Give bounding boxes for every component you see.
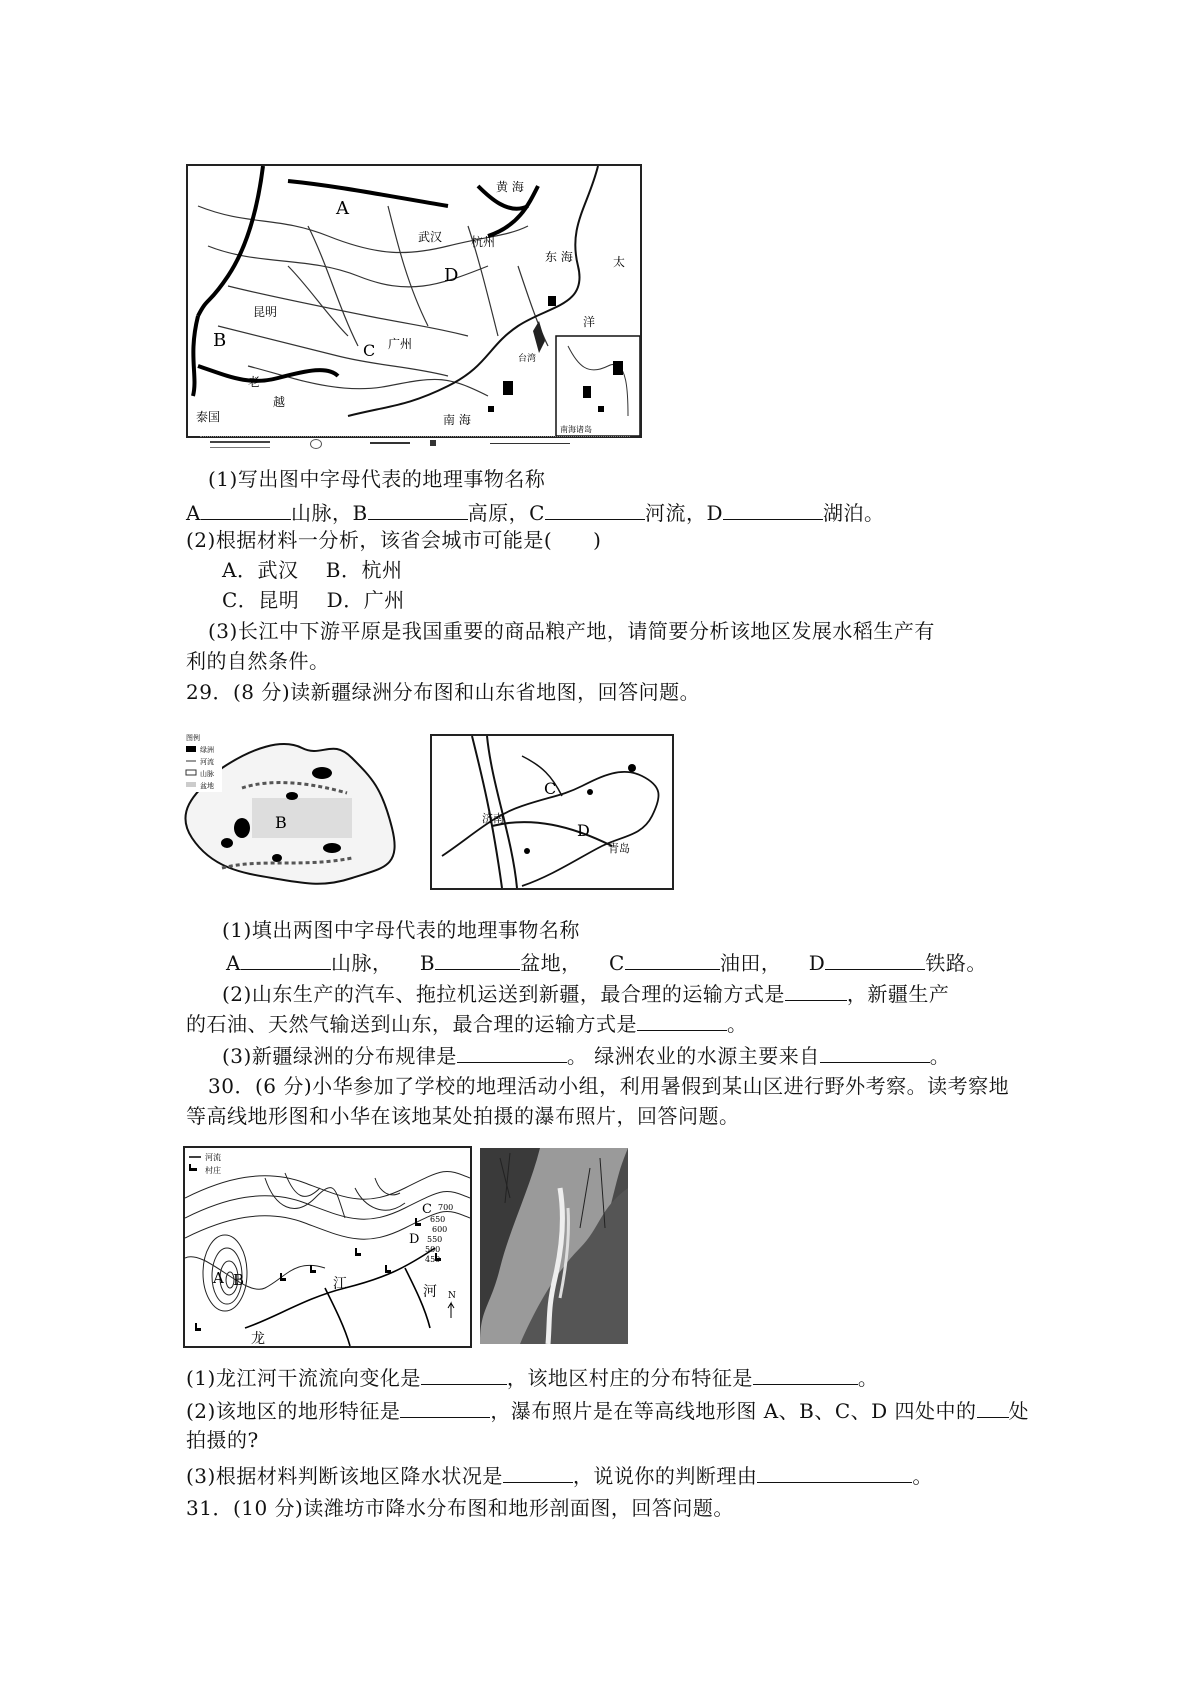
- map1-inset-label: 南海诸岛: [560, 425, 592, 434]
- map1-south-sea: 南 海: [443, 413, 471, 427]
- q28-p1: (1)写出图中字母代表的地理事物名称: [208, 467, 546, 491]
- xj-label-b: B: [275, 813, 287, 832]
- map1-yellow-sea: 黄 海: [496, 180, 524, 194]
- q29-blank-c[interactable]: [625, 947, 720, 970]
- map1-thailand: 泰国: [196, 410, 221, 424]
- contour-legend-village: 村庄: [205, 1166, 221, 1175]
- q30-p1: (1)龙江河干流流向变化是 ，该地区村庄的分布特征是 。: [186, 1362, 878, 1392]
- contour-elev-650: 650: [430, 1215, 446, 1224]
- q28-p1-answers: A 山脉，B 高原，C 河流，D 湖泊。: [186, 497, 885, 527]
- sd-city-qingdao: 青岛: [608, 842, 630, 855]
- q30-title-line1: 30．(6 分)小华参加了学校的地理活动小组，利用暑假到某山区进行野外考察。读考察地: [208, 1074, 1010, 1098]
- q29-blank-a[interactable]: [241, 947, 331, 970]
- q29-title: 29．(8 分)读新疆绿洲分布图和山东省地图，回答问题。: [186, 680, 701, 704]
- q28-options-ab: A．武汉 B．杭州: [222, 558, 403, 582]
- q30-blank-flow-direction[interactable]: [421, 1362, 507, 1385]
- contour-north: N: [448, 1291, 456, 1301]
- contour-elev-500: 500: [425, 1245, 441, 1254]
- contour-label-b: B: [233, 1271, 245, 1289]
- q30-title-line2: 等高线地形图和小华在该地某处拍摄的瀑布照片，回答问题。: [186, 1104, 740, 1128]
- q29-p2-line2: 的石油、天然气输送到山东，最合理的运输方式是 。: [186, 1008, 748, 1038]
- map1-label-b: B: [213, 330, 227, 351]
- waterfall-photo: [480, 1148, 628, 1344]
- sd-label-d: D: [577, 821, 590, 840]
- xj-legend-mountain: 山脉: [200, 770, 214, 778]
- q28-p3-line1: (3)长江中下游平原是我国重要的商品粮产地，请简要分析该地区发展水稻生产有: [208, 619, 935, 643]
- china-map-figure: [186, 164, 642, 438]
- q30-blank-precipitation[interactable]: [503, 1460, 573, 1483]
- xj-legend-river: 河流: [200, 758, 214, 766]
- map1-city-wuhan: 武汉: [418, 230, 443, 244]
- map1-ocean: 洋: [583, 315, 596, 329]
- contour-elev-600: 600: [432, 1225, 448, 1234]
- map1-label-c: C: [363, 341, 376, 360]
- sd-city-jinan: 济南: [482, 812, 504, 825]
- contour-elev-450: 450: [425, 1255, 441, 1264]
- xj-legend-basin: 盆地: [200, 782, 214, 790]
- q29-blank-transport1[interactable]: [785, 978, 847, 1001]
- q29-blank-d[interactable]: [825, 947, 925, 970]
- map1-vietnam: 越: [273, 395, 286, 409]
- contour-char-he: 河: [423, 1284, 437, 1300]
- map1-pacific: 太: [613, 255, 626, 269]
- q30-blank-terrain[interactable]: [400, 1395, 490, 1418]
- shandong-map-svg: [432, 736, 672, 888]
- xj-legend-oasis: 绿洲: [200, 746, 214, 754]
- contour-char-long: 龙: [251, 1331, 265, 1346]
- contour-map-svg: [185, 1148, 470, 1346]
- answer-blank-b[interactable]: [368, 497, 468, 520]
- q29-p1: (1)填出两图中字母代表的地理事物名称: [222, 918, 580, 942]
- waterfall-photo-svg: [480, 1148, 628, 1344]
- map1-east-sea: 东 海: [545, 250, 573, 264]
- q29-blank-transport2[interactable]: [637, 1008, 727, 1031]
- q29-p1-answers: A 山脉， B 盆地， C 油田， D 铁路。: [226, 947, 987, 977]
- contour-label-a: A: [213, 1269, 224, 1287]
- q28-p3-line2: 利的自然条件。: [186, 649, 330, 673]
- q30-blank-reason[interactable]: [757, 1460, 912, 1483]
- map1-city-guangzhou: 广州: [388, 337, 413, 351]
- map1-city-kunming: 昆明: [253, 305, 278, 319]
- q29-blank-water-source[interactable]: [820, 1040, 930, 1063]
- map1-taiwan: 台湾: [518, 354, 537, 364]
- q30-p3: (3)根据材料判断该地区降水状况是 ，说说你的判断理由 。: [186, 1460, 933, 1490]
- sd-label-c: C: [544, 779, 557, 798]
- q29-blank-b[interactable]: [435, 947, 520, 970]
- q30-blank-village-distribution[interactable]: [753, 1362, 858, 1385]
- answer-blank-a[interactable]: [201, 497, 291, 520]
- q31-title: 31．(10 分)读潍坊市降水分布图和地形剖面图，回答问题。: [186, 1496, 734, 1520]
- map1-laos: 老: [248, 375, 261, 389]
- contour-elev-700: 700: [438, 1203, 454, 1212]
- contour-legend-river: 河流: [205, 1153, 221, 1162]
- map1-city-hangzhou: 杭州: [471, 235, 496, 249]
- contour-label-c: C: [422, 1202, 432, 1217]
- q29-p2-line1: (2)山东生产的汽车、拖拉机运送到新疆，最合理的运输方式是 ，新疆生产: [222, 978, 949, 1008]
- contour-label-d: D: [409, 1232, 420, 1247]
- q28-p2: (2)根据材料一分析，该省会城市可能是( ): [186, 528, 602, 552]
- xj-legend-title: 图例: [186, 734, 200, 742]
- contour-char-jiang: 江: [333, 1276, 347, 1292]
- contour-map-figure: [183, 1146, 472, 1348]
- xinjiang-map-svg: [182, 728, 412, 890]
- q30-blank-photo-location[interactable]: [977, 1395, 1009, 1418]
- q30-p2-line2: 拍摄的?: [186, 1428, 259, 1452]
- answer-blank-d[interactable]: [723, 497, 823, 520]
- contour-elev-550: 550: [427, 1235, 443, 1244]
- map1-legend-strip: [200, 436, 630, 455]
- china-map-svg: [188, 166, 640, 438]
- xinjiang-map-figure: [182, 728, 412, 890]
- answer-blank-c[interactable]: [545, 497, 645, 520]
- q30-p2-line1: (2)该地区的地形特征是 ，瀑布照片是在等高线地形图 A、B、C、D 四处中的 处: [186, 1395, 1029, 1425]
- q29-blank-oasis-rule[interactable]: [457, 1040, 567, 1063]
- map1-label-a: A: [336, 198, 349, 219]
- q28-options-cd: C．昆明 D．广州: [222, 588, 405, 612]
- shandong-map-figure: [430, 734, 674, 890]
- map1-label-d: D: [444, 265, 459, 286]
- q29-p3: (3)新疆绿洲的分布规律是 。 绿洲农业的水源主要来自 。: [222, 1040, 950, 1070]
